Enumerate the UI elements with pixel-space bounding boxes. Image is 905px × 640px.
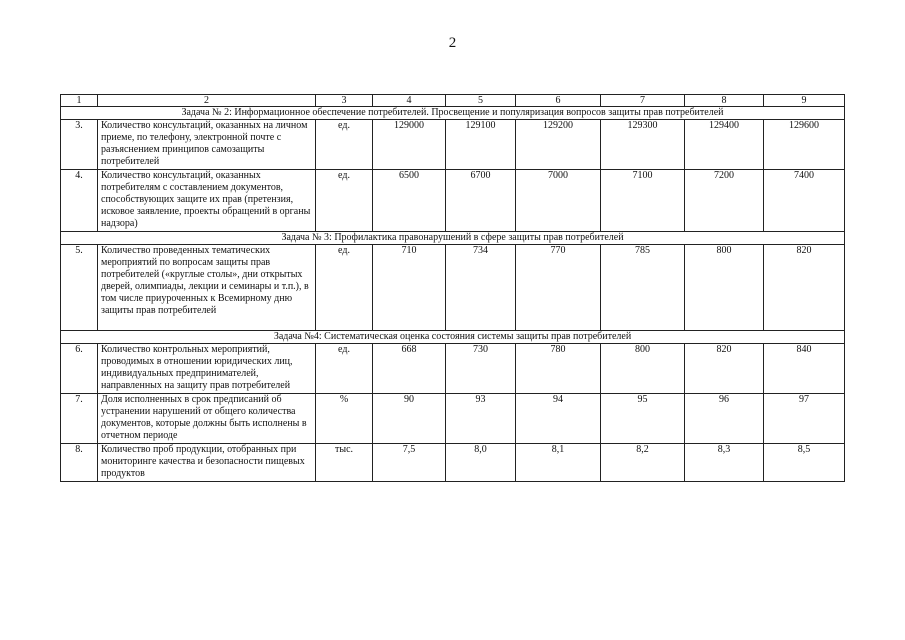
col-header: 1 xyxy=(61,95,98,107)
value: 95 xyxy=(601,394,685,444)
indicator-description: Количество проб продукции, отобранных при мониторинге качества и безопасности пищевых продуктов xyxy=(98,444,316,482)
table-row xyxy=(61,394,845,444)
value: 93 xyxy=(446,394,516,444)
value: 7400 xyxy=(764,170,845,232)
unit: ед. xyxy=(316,245,373,331)
value: 730 xyxy=(446,344,516,394)
value: 820 xyxy=(685,344,764,394)
value: 8,5 xyxy=(764,444,845,482)
unit: ед. xyxy=(316,120,373,170)
unit: ед. xyxy=(316,344,373,394)
col-header: 2 xyxy=(98,95,316,107)
column-number-row xyxy=(61,95,845,107)
value: 840 xyxy=(764,344,845,394)
value: 800 xyxy=(601,344,685,394)
page-number: 2 xyxy=(448,35,457,51)
col-header: 3 xyxy=(316,95,373,107)
unit: ед. xyxy=(316,170,373,232)
task-row xyxy=(61,107,845,120)
value: 668 xyxy=(373,344,446,394)
row-number: 7. xyxy=(61,394,98,444)
value: 734 xyxy=(446,245,516,331)
row-number: 3. xyxy=(61,120,98,170)
value: 94 xyxy=(516,394,601,444)
value: 8,1 xyxy=(516,444,601,482)
indicator-description: Количество консультаций, оказанных потребителям с составлением документов, способствующих защите их прав (претензия, исковое заявление, проекты обращений в органы надзора) xyxy=(98,170,316,232)
value: 96 xyxy=(685,394,764,444)
task-2-heading: Задача № 2: Информационное обеспечение потребителей. Просвещение и популяризация вопросов защиты прав потребителей xyxy=(61,107,845,120)
row-number: 8. xyxy=(61,444,98,482)
task-row xyxy=(61,331,845,344)
value: 820 xyxy=(764,245,845,331)
value: 785 xyxy=(601,245,685,331)
value: 8,2 xyxy=(601,444,685,482)
value: 129300 xyxy=(601,120,685,170)
value: 129100 xyxy=(446,120,516,170)
value: 90 xyxy=(373,394,446,444)
value: 7000 xyxy=(516,170,601,232)
value: 710 xyxy=(373,245,446,331)
table-row xyxy=(61,120,845,170)
value: 129600 xyxy=(764,120,845,170)
row-number: 5. xyxy=(61,245,98,331)
value: 7,5 xyxy=(373,444,446,482)
col-header: 6 xyxy=(516,95,601,107)
col-header: 7 xyxy=(601,95,685,107)
value: 8,3 xyxy=(685,444,764,482)
value: 8,0 xyxy=(446,444,516,482)
value: 7200 xyxy=(685,170,764,232)
row-number: 6. xyxy=(61,344,98,394)
indicators-table xyxy=(60,94,845,482)
value: 770 xyxy=(516,245,601,331)
task-row xyxy=(61,232,845,245)
value: 129200 xyxy=(516,120,601,170)
col-header: 8 xyxy=(685,95,764,107)
table-row xyxy=(61,344,845,394)
unit: % xyxy=(316,394,373,444)
value: 780 xyxy=(516,344,601,394)
value: 7100 xyxy=(601,170,685,232)
value: 6500 xyxy=(373,170,446,232)
value: 129400 xyxy=(685,120,764,170)
table-row xyxy=(61,444,845,482)
indicator-description: Доля исполненных в срок предписаний об устранении нарушений от общего количества документов, которые должны быть исполнены в отчетном периоде xyxy=(98,394,316,444)
indicator-description: Количество консультаций, оказанных на личном приеме, по телефону, электронной почте с разъяснением принципов самозащиты потребителей xyxy=(98,120,316,170)
task-3-heading: Задача № 3: Профилактика правонарушений в сфере защиты прав потребителей xyxy=(61,232,845,245)
value: 800 xyxy=(685,245,764,331)
task-4-heading: Задача №4: Систематическая оценка состояния системы защиты прав потребителей xyxy=(61,331,845,344)
indicator-description: Количество контрольных мероприятий, проводимых в отношении юридических лиц, индивидуальных предпринимателей, направленных на защиту прав потребителей xyxy=(98,344,316,394)
value: 129000 xyxy=(373,120,446,170)
value: 97 xyxy=(764,394,845,444)
col-header: 9 xyxy=(764,95,845,107)
unit: тыс. xyxy=(316,444,373,482)
indicator-description: Количество проведенных тематических мероприятий по вопросам защиты прав потребителей («круглые столы», дни открытых дверей, олимпиады, лекции и семинары и т.п.), в том числе приуроченных к Всемирному дню защиты прав потребителей xyxy=(98,245,316,331)
table-row xyxy=(61,245,845,331)
col-header: 4 xyxy=(373,95,446,107)
value: 6700 xyxy=(446,170,516,232)
table-row xyxy=(61,170,845,232)
col-header: 5 xyxy=(446,95,516,107)
row-number: 4. xyxy=(61,170,98,232)
